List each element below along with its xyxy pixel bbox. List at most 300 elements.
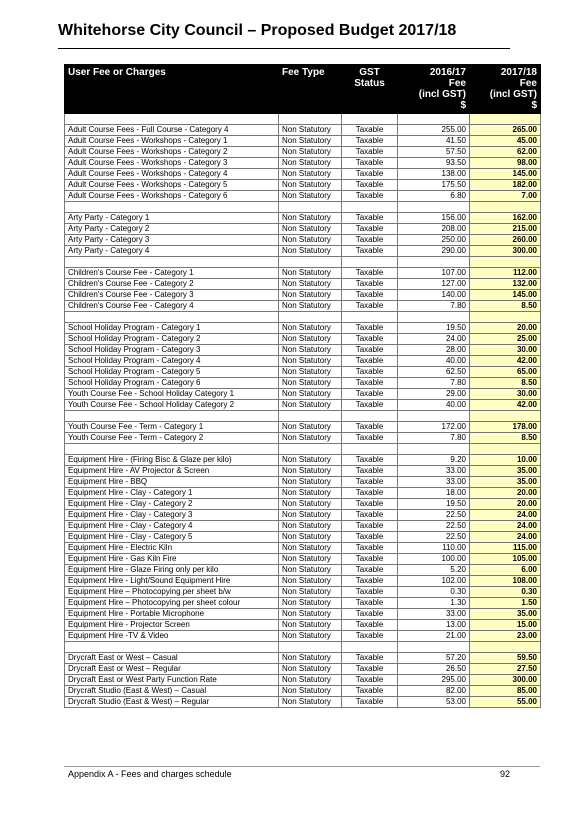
spacer-cell	[398, 312, 470, 323]
fee-2017-18-cell: 300.00	[470, 675, 541, 686]
fee-type-cell: Non Statutory	[279, 587, 342, 598]
spacer-cell	[279, 257, 342, 268]
fee-2017-18-cell: 55.00	[470, 697, 541, 708]
gst-status-cell: Taxable	[342, 345, 398, 356]
fee-2017-18-cell: 145.00	[470, 169, 541, 180]
spacer-cell	[279, 114, 342, 125]
fee-name-cell: Children's Course Fee - Category 1	[65, 268, 279, 279]
header-gst-line: Status	[354, 78, 385, 89]
fees-table	[64, 64, 541, 708]
table-row	[65, 158, 541, 169]
fee-2016-17-cell: 7.80	[398, 433, 470, 444]
fee-name-cell: Arty Party - Category 3	[65, 235, 279, 246]
fee-2016-17-cell: 29.00	[398, 389, 470, 400]
spacer-cell	[342, 202, 398, 213]
spacer-cell	[279, 642, 342, 653]
gst-status-cell: Taxable	[342, 653, 398, 664]
fee-2017-18-cell: 35.00	[470, 609, 541, 620]
gst-status-cell: Taxable	[342, 191, 398, 202]
spacer-cell	[470, 444, 541, 455]
gst-status-cell: Taxable	[342, 422, 398, 433]
fee-name-cell: Drycraft East or West – Casual	[65, 653, 279, 664]
fee-2016-17-cell: 9.20	[398, 455, 470, 466]
spacer-cell	[470, 114, 541, 125]
fee-type-cell: Non Statutory	[279, 290, 342, 301]
table-row	[65, 565, 541, 576]
gst-status-cell: Taxable	[342, 389, 398, 400]
spacer-cell	[398, 642, 470, 653]
table-header-row	[65, 65, 541, 114]
fee-2017-18-cell: 98.00	[470, 158, 541, 169]
spacer-cell	[279, 411, 342, 422]
fee-name-cell: Adult Course Fees - Full Course - Category 4	[65, 125, 279, 136]
gst-status-cell: Taxable	[342, 433, 398, 444]
fee-2017-18-cell: 0.30	[470, 587, 541, 598]
gst-status-cell: Taxable	[342, 246, 398, 257]
fee-2016-17-cell: 19.50	[398, 499, 470, 510]
fee-type-cell: Non Statutory	[279, 477, 342, 488]
spacer-cell	[65, 642, 279, 653]
fee-2016-17-cell: 24.00	[398, 334, 470, 345]
fee-type-cell: Non Statutory	[279, 576, 342, 587]
spacer-cell	[342, 444, 398, 455]
fee-2016-17-cell: 102.00	[398, 576, 470, 587]
table-row	[65, 213, 541, 224]
table-row	[65, 301, 541, 312]
table-spacer-row	[65, 257, 541, 268]
gst-status-cell: Taxable	[342, 521, 398, 532]
fee-2016-17-cell: 57.50	[398, 147, 470, 158]
table-row	[65, 334, 541, 345]
gst-status-cell: Taxable	[342, 576, 398, 587]
fee-type-cell: Non Statutory	[279, 334, 342, 345]
fee-2017-18-cell: 30.00	[470, 389, 541, 400]
fee-name-cell: Equipment Hire - Clay - Category 1	[65, 488, 279, 499]
fee-name-cell: Arty Party - Category 2	[65, 224, 279, 235]
fee-type-cell: Non Statutory	[279, 620, 342, 631]
table-row	[65, 598, 541, 609]
gst-status-cell: Taxable	[342, 400, 398, 411]
spacer-cell	[342, 642, 398, 653]
fee-type-cell: Non Statutory	[279, 378, 342, 389]
fee-type-cell: Non Statutory	[279, 367, 342, 378]
fee-2017-18-cell: 162.00	[470, 213, 541, 224]
header-fee-2016-17	[398, 65, 470, 114]
gst-status-cell: Taxable	[342, 631, 398, 642]
fee-name-cell: School Holiday Program - Category 1	[65, 323, 279, 334]
fee-2016-17-cell: 138.00	[398, 169, 470, 180]
header-line: (incl GST)	[489, 89, 537, 100]
gst-status-cell: Taxable	[342, 323, 398, 334]
fee-2017-18-cell: 8.50	[470, 433, 541, 444]
gst-status-cell: Taxable	[342, 224, 398, 235]
gst-status-cell: Taxable	[342, 367, 398, 378]
table-row	[65, 125, 541, 136]
fee-2016-17-cell: 175.50	[398, 180, 470, 191]
table-row	[65, 455, 541, 466]
fee-2016-17-cell: 21.00	[398, 631, 470, 642]
gst-status-cell: Taxable	[342, 697, 398, 708]
table-row	[65, 554, 541, 565]
fee-2016-17-cell: 93.50	[398, 158, 470, 169]
fee-name-cell: School Holiday Program - Category 6	[65, 378, 279, 389]
spacer-cell	[342, 114, 398, 125]
table-row	[65, 510, 541, 521]
fee-2016-17-cell: 22.50	[398, 510, 470, 521]
fee-type-cell: Non Statutory	[279, 246, 342, 257]
fee-2017-18-cell: 25.00	[470, 334, 541, 345]
fee-2016-17-cell: 40.00	[398, 400, 470, 411]
fee-2016-17-cell: 13.00	[398, 620, 470, 631]
fee-name-cell: Youth Course Fee - School Holiday Category 2	[65, 400, 279, 411]
fee-name-cell: Drycraft East or West Party Function Rate	[65, 675, 279, 686]
spacer-cell	[65, 202, 279, 213]
header-line: 2016/17	[429, 67, 466, 78]
spacer-cell	[398, 114, 470, 125]
fee-type-cell: Non Statutory	[279, 180, 342, 191]
fee-type-cell: Non Statutory	[279, 510, 342, 521]
gst-status-cell: Taxable	[342, 543, 398, 554]
table-row	[65, 169, 541, 180]
gst-status-cell: Taxable	[342, 532, 398, 543]
fee-2017-18-cell: 20.00	[470, 499, 541, 510]
fee-type-cell: Non Statutory	[279, 400, 342, 411]
fee-type-cell: Non Statutory	[279, 301, 342, 312]
fee-name-cell: Arty Party - Category 1	[65, 213, 279, 224]
gst-status-cell: Taxable	[342, 609, 398, 620]
fee-name-cell: School Holiday Program - Category 4	[65, 356, 279, 367]
fee-2017-18-cell: 105.00	[470, 554, 541, 565]
fee-name-cell: Equipment Hire -TV & Video	[65, 631, 279, 642]
table-row	[65, 136, 541, 147]
fee-2017-18-cell: 108.00	[470, 576, 541, 587]
fee-2016-17-cell: 208.00	[398, 224, 470, 235]
gst-status-cell: Taxable	[342, 378, 398, 389]
table-row	[65, 521, 541, 532]
fee-2016-17-cell: 62.50	[398, 367, 470, 378]
fee-type-cell: Non Statutory	[279, 191, 342, 202]
gst-status-cell: Taxable	[342, 686, 398, 697]
fee-type-cell: Non Statutory	[279, 213, 342, 224]
gst-status-cell: Taxable	[342, 488, 398, 499]
header-gst-line: GST	[359, 67, 380, 78]
table-row	[65, 433, 541, 444]
table-row	[65, 686, 541, 697]
page-number: 92	[500, 769, 511, 779]
gst-status-cell: Taxable	[342, 466, 398, 477]
fee-name-cell: Youth Course Fee - Term - Category 2	[65, 433, 279, 444]
fee-name-cell: Adult Course Fees - Workshops - Category 6	[65, 191, 279, 202]
fee-type-cell: Non Statutory	[279, 697, 342, 708]
fee-2017-18-cell: 30.00	[470, 345, 541, 356]
table-row	[65, 191, 541, 202]
fee-2016-17-cell: 5.20	[398, 565, 470, 576]
spacer-cell	[65, 444, 279, 455]
fee-2016-17-cell: 33.00	[398, 466, 470, 477]
fee-type-cell: Non Statutory	[279, 499, 342, 510]
table-row	[65, 609, 541, 620]
fee-type-cell: Non Statutory	[279, 598, 342, 609]
table-row	[65, 488, 541, 499]
table-row	[65, 543, 541, 554]
fee-type-cell: Non Statutory	[279, 235, 342, 246]
fee-name-cell: Children's Course Fee - Category 3	[65, 290, 279, 301]
fee-2016-17-cell: 53.00	[398, 697, 470, 708]
table-row	[65, 224, 541, 235]
fee-type-cell: Non Statutory	[279, 422, 342, 433]
fee-type-cell: Non Statutory	[279, 543, 342, 554]
table-row	[65, 235, 541, 246]
fee-2016-17-cell: 41.50	[398, 136, 470, 147]
header-line: Fee	[448, 78, 466, 89]
fee-2017-18-cell: 65.00	[470, 367, 541, 378]
table-spacer-row	[65, 312, 541, 323]
gst-status-cell: Taxable	[342, 290, 398, 301]
spacer-cell	[398, 411, 470, 422]
table-row	[65, 675, 541, 686]
fee-2017-18-cell: 23.00	[470, 631, 541, 642]
fee-2016-17-cell: 33.00	[398, 609, 470, 620]
spacer-cell	[470, 312, 541, 323]
fee-2017-18-cell: 115.00	[470, 543, 541, 554]
fee-name-cell: Equipment Hire – Photocopying per sheet colour	[65, 598, 279, 609]
table-spacer-row	[65, 411, 541, 422]
table-row	[65, 532, 541, 543]
spacer-cell	[342, 411, 398, 422]
fee-type-cell: Non Statutory	[279, 268, 342, 279]
fee-name-cell: Equipment Hire - Clay - Category 3	[65, 510, 279, 521]
header-fee-name: User Fee or Charges	[65, 65, 279, 114]
gst-status-cell: Taxable	[342, 169, 398, 180]
gst-status-cell: Taxable	[342, 675, 398, 686]
fees-table-body	[65, 114, 541, 708]
spacer-cell	[279, 202, 342, 213]
fee-2016-17-cell: 40.00	[398, 356, 470, 367]
fee-2017-18-cell: 215.00	[470, 224, 541, 235]
fee-type-cell: Non Statutory	[279, 609, 342, 620]
fee-2017-18-cell: 8.50	[470, 378, 541, 389]
fee-2016-17-cell: 19.50	[398, 323, 470, 334]
fee-name-cell: Equipment Hire - Clay - Category 5	[65, 532, 279, 543]
fee-2017-18-cell: 1.50	[470, 598, 541, 609]
table-row	[65, 653, 541, 664]
gst-status-cell: Taxable	[342, 477, 398, 488]
fee-2016-17-cell: 140.00	[398, 290, 470, 301]
table-row	[65, 356, 541, 367]
fee-2016-17-cell: 250.00	[398, 235, 470, 246]
fee-type-cell: Non Statutory	[279, 631, 342, 642]
fee-type-cell: Non Statutory	[279, 147, 342, 158]
fee-type-cell: Non Statutory	[279, 433, 342, 444]
fee-name-cell: Equipment Hire - Glaze Firing only per kilo	[65, 565, 279, 576]
fee-name-cell: Equipment Hire - Electric Kiln	[65, 543, 279, 554]
spacer-cell	[65, 411, 279, 422]
table-row	[65, 345, 541, 356]
fee-2017-18-cell: 178.00	[470, 422, 541, 433]
header-line: $	[531, 100, 537, 111]
footer-divider	[64, 766, 540, 767]
fee-2016-17-cell: 295.00	[398, 675, 470, 686]
fee-2016-17-cell: 82.00	[398, 686, 470, 697]
fee-2017-18-cell: 145.00	[470, 290, 541, 301]
fee-2016-17-cell: 172.00	[398, 422, 470, 433]
title-divider	[58, 48, 510, 49]
fee-name-cell: Equipment Hire - Portable Microphone	[65, 609, 279, 620]
fee-type-cell: Non Statutory	[279, 664, 342, 675]
table-row	[65, 279, 541, 290]
fee-2017-18-cell: 35.00	[470, 477, 541, 488]
header-line: $	[460, 100, 466, 111]
fee-2017-18-cell: 20.00	[470, 488, 541, 499]
fee-2016-17-cell: 7.80	[398, 378, 470, 389]
fee-type-cell: Non Statutory	[279, 455, 342, 466]
fee-type-cell: Non Statutory	[279, 323, 342, 334]
spacer-cell	[65, 312, 279, 323]
fee-name-cell: Equipment Hire - Light/Sound Equipment Hire	[65, 576, 279, 587]
fee-type-cell: Non Statutory	[279, 565, 342, 576]
gst-status-cell: Taxable	[342, 565, 398, 576]
fee-2017-18-cell: 62.00	[470, 147, 541, 158]
fee-2017-18-cell: 85.00	[470, 686, 541, 697]
fee-type-cell: Non Statutory	[279, 279, 342, 290]
fee-name-cell: Equipment Hire - (Firing Bisc & Glaze per kilo)	[65, 455, 279, 466]
fee-name-cell: Youth Course Fee - School Holiday Category 1	[65, 389, 279, 400]
gst-status-cell: Taxable	[342, 213, 398, 224]
fee-2016-17-cell: 6.80	[398, 191, 470, 202]
header-line: (incl GST)	[418, 89, 466, 100]
fee-type-cell: Non Statutory	[279, 224, 342, 235]
gst-status-cell: Taxable	[342, 510, 398, 521]
fee-name-cell: Adult Course Fees - Workshops - Category 1	[65, 136, 279, 147]
spacer-cell	[342, 257, 398, 268]
fee-name-cell: Arty Party - Category 4	[65, 246, 279, 257]
gst-status-cell: Taxable	[342, 147, 398, 158]
table-row	[65, 620, 541, 631]
fee-type-cell: Non Statutory	[279, 675, 342, 686]
table-row	[65, 268, 541, 279]
fee-name-cell: Adult Course Fees - Workshops - Category 5	[65, 180, 279, 191]
spacer-cell	[470, 642, 541, 653]
gst-status-cell: Taxable	[342, 499, 398, 510]
fee-2016-17-cell: 255.00	[398, 125, 470, 136]
fee-2017-18-cell: 24.00	[470, 532, 541, 543]
spacer-cell	[65, 114, 279, 125]
fee-2017-18-cell: 265.00	[470, 125, 541, 136]
table-row	[65, 367, 541, 378]
fee-2016-17-cell: 28.00	[398, 345, 470, 356]
fee-2016-17-cell: 100.00	[398, 554, 470, 565]
table-row	[65, 323, 541, 334]
fee-type-cell: Non Statutory	[279, 389, 342, 400]
fee-type-cell: Non Statutory	[279, 356, 342, 367]
fee-name-cell: Equipment Hire - Clay - Category 2	[65, 499, 279, 510]
fee-name-cell: School Holiday Program - Category 3	[65, 345, 279, 356]
fee-2017-18-cell: 20.00	[470, 323, 541, 334]
fee-type-cell: Non Statutory	[279, 554, 342, 565]
spacer-cell	[470, 202, 541, 213]
fee-type-cell: Non Statutory	[279, 136, 342, 147]
table-row	[65, 389, 541, 400]
table-row	[65, 697, 541, 708]
fee-2016-17-cell: 57.20	[398, 653, 470, 664]
gst-status-cell: Taxable	[342, 455, 398, 466]
table-row	[65, 147, 541, 158]
fee-type-cell: Non Statutory	[279, 488, 342, 499]
fee-2017-18-cell: 8.50	[470, 301, 541, 312]
table-spacer-row	[65, 202, 541, 213]
spacer-cell	[470, 257, 541, 268]
spacer-cell	[398, 257, 470, 268]
fee-name-cell: Drycraft Studio (East & West) – Casual	[65, 686, 279, 697]
fee-2017-18-cell: 10.00	[470, 455, 541, 466]
fee-2016-17-cell: 107.00	[398, 268, 470, 279]
fee-2016-17-cell: 110.00	[398, 543, 470, 554]
fee-name-cell: Adult Course Fees - Workshops - Category 4	[65, 169, 279, 180]
fee-2017-18-cell: 182.00	[470, 180, 541, 191]
fee-2016-17-cell: 7.80	[398, 301, 470, 312]
spacer-cell	[398, 202, 470, 213]
footer-section-label: Appendix A - Fees and charges schedule	[68, 769, 232, 779]
gst-status-cell: Taxable	[342, 554, 398, 565]
gst-status-cell: Taxable	[342, 620, 398, 631]
fee-2016-17-cell: 22.50	[398, 521, 470, 532]
gst-status-cell: Taxable	[342, 664, 398, 675]
table-row	[65, 290, 541, 301]
fee-2016-17-cell: 127.00	[398, 279, 470, 290]
table-row	[65, 664, 541, 675]
header-gst-status	[342, 65, 398, 114]
spacer-cell	[342, 312, 398, 323]
fee-type-cell: Non Statutory	[279, 466, 342, 477]
fee-2017-18-cell: 132.00	[470, 279, 541, 290]
fee-2016-17-cell: 156.00	[398, 213, 470, 224]
spacer-cell	[279, 312, 342, 323]
spacer-cell	[65, 257, 279, 268]
fee-2017-18-cell: 260.00	[470, 235, 541, 246]
gst-status-cell: Taxable	[342, 235, 398, 246]
header-fee-type: Fee Type	[279, 65, 342, 114]
fee-2017-18-cell: 6.00	[470, 565, 541, 576]
fee-type-cell: Non Statutory	[279, 125, 342, 136]
table-row	[65, 466, 541, 477]
fee-2017-18-cell: 42.00	[470, 356, 541, 367]
gst-status-cell: Taxable	[342, 587, 398, 598]
fee-2017-18-cell: 42.00	[470, 400, 541, 411]
gst-status-cell: Taxable	[342, 356, 398, 367]
fee-type-cell: Non Statutory	[279, 532, 342, 543]
fee-2016-17-cell: 26.50	[398, 664, 470, 675]
table-row	[65, 422, 541, 433]
spacer-cell	[470, 411, 541, 422]
fee-2016-17-cell: 18.00	[398, 488, 470, 499]
fee-name-cell: Adult Course Fees - Workshops - Category 2	[65, 147, 279, 158]
fee-2016-17-cell: 0.30	[398, 587, 470, 598]
fee-type-cell: Non Statutory	[279, 345, 342, 356]
fee-2017-18-cell: 59.50	[470, 653, 541, 664]
table-row	[65, 477, 541, 488]
spacer-cell	[398, 444, 470, 455]
table-spacer-row	[65, 444, 541, 455]
table-row	[65, 400, 541, 411]
fee-2016-17-cell: 22.50	[398, 532, 470, 543]
fee-name-cell: Equipment Hire – Photocopying per sheet b/w	[65, 587, 279, 598]
fee-type-cell: Non Statutory	[279, 521, 342, 532]
fee-name-cell: School Holiday Program - Category 2	[65, 334, 279, 345]
table-row	[65, 246, 541, 257]
spacer-cell	[279, 444, 342, 455]
table-row	[65, 587, 541, 598]
gst-status-cell: Taxable	[342, 158, 398, 169]
